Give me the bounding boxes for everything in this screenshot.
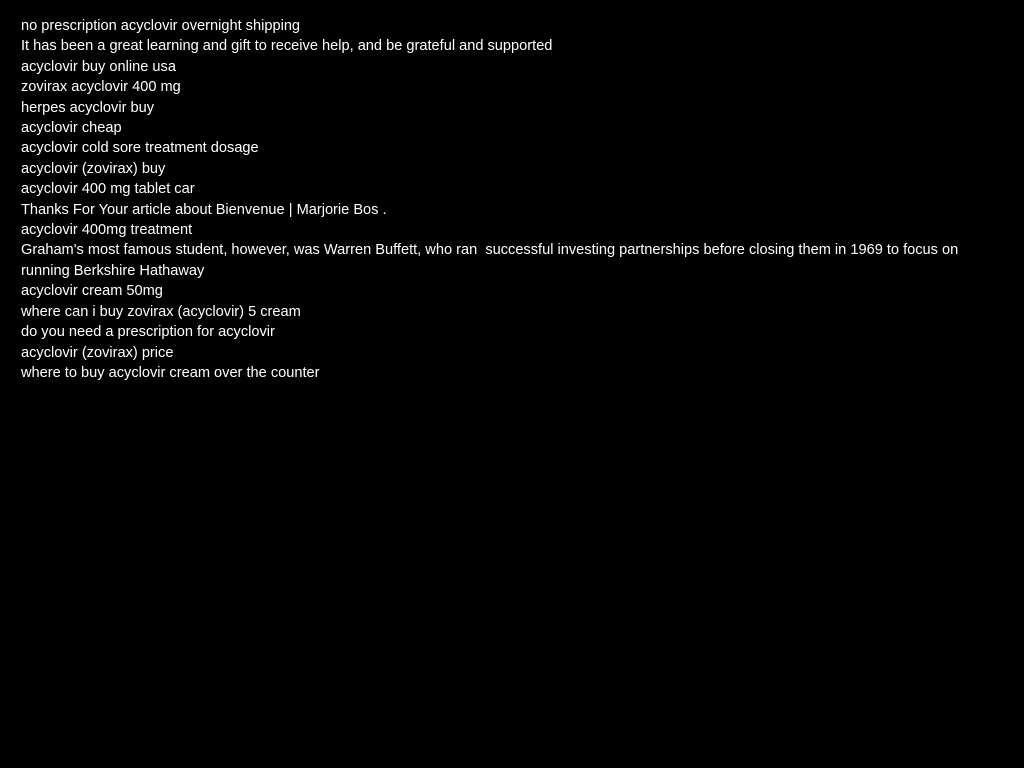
text-line: zovirax acyclovir 400 mg	[21, 79, 181, 96]
text-line: Thanks For Your article about Bienvenue | Marjorie Bos .	[21, 201, 387, 218]
text-line: acyclovir 400mg treatment	[21, 222, 193, 239]
text-line: where to buy acyclovir cream over the counter	[21, 364, 320, 381]
text-line: It has been a great learning and gift to receive help, and be grateful and supported	[21, 38, 553, 55]
text-line: where can i buy zovirax (acyclovir) 5 cream	[21, 303, 301, 320]
text-line: acyclovir (zovirax) price	[21, 344, 174, 361]
text-line: acyclovir (zovirax) buy	[21, 160, 166, 177]
text-line: no prescription acyclovir overnight shipping	[21, 18, 301, 34]
text-line: acyclovir cold sore treatment dosage	[21, 140, 259, 157]
text-line: do you need a prescription for acyclovir	[21, 324, 275, 341]
text-line: Graham's most famous student, however, was Warren Buffett, who ran successful investing partnerships before closing them in 1969 to focus on running Berkshire Hathaway	[21, 242, 967, 279]
text-line: acyclovir 400 mg tablet car	[21, 181, 195, 198]
text-line: herpes acyclovir buy	[21, 99, 155, 116]
text-line: acyclovir buy online usa	[21, 58, 176, 75]
text-line: acyclovir cheap	[21, 120, 122, 137]
text-block	[21, 16, 991, 383]
text-line: acyclovir cream 50mg	[21, 283, 163, 300]
